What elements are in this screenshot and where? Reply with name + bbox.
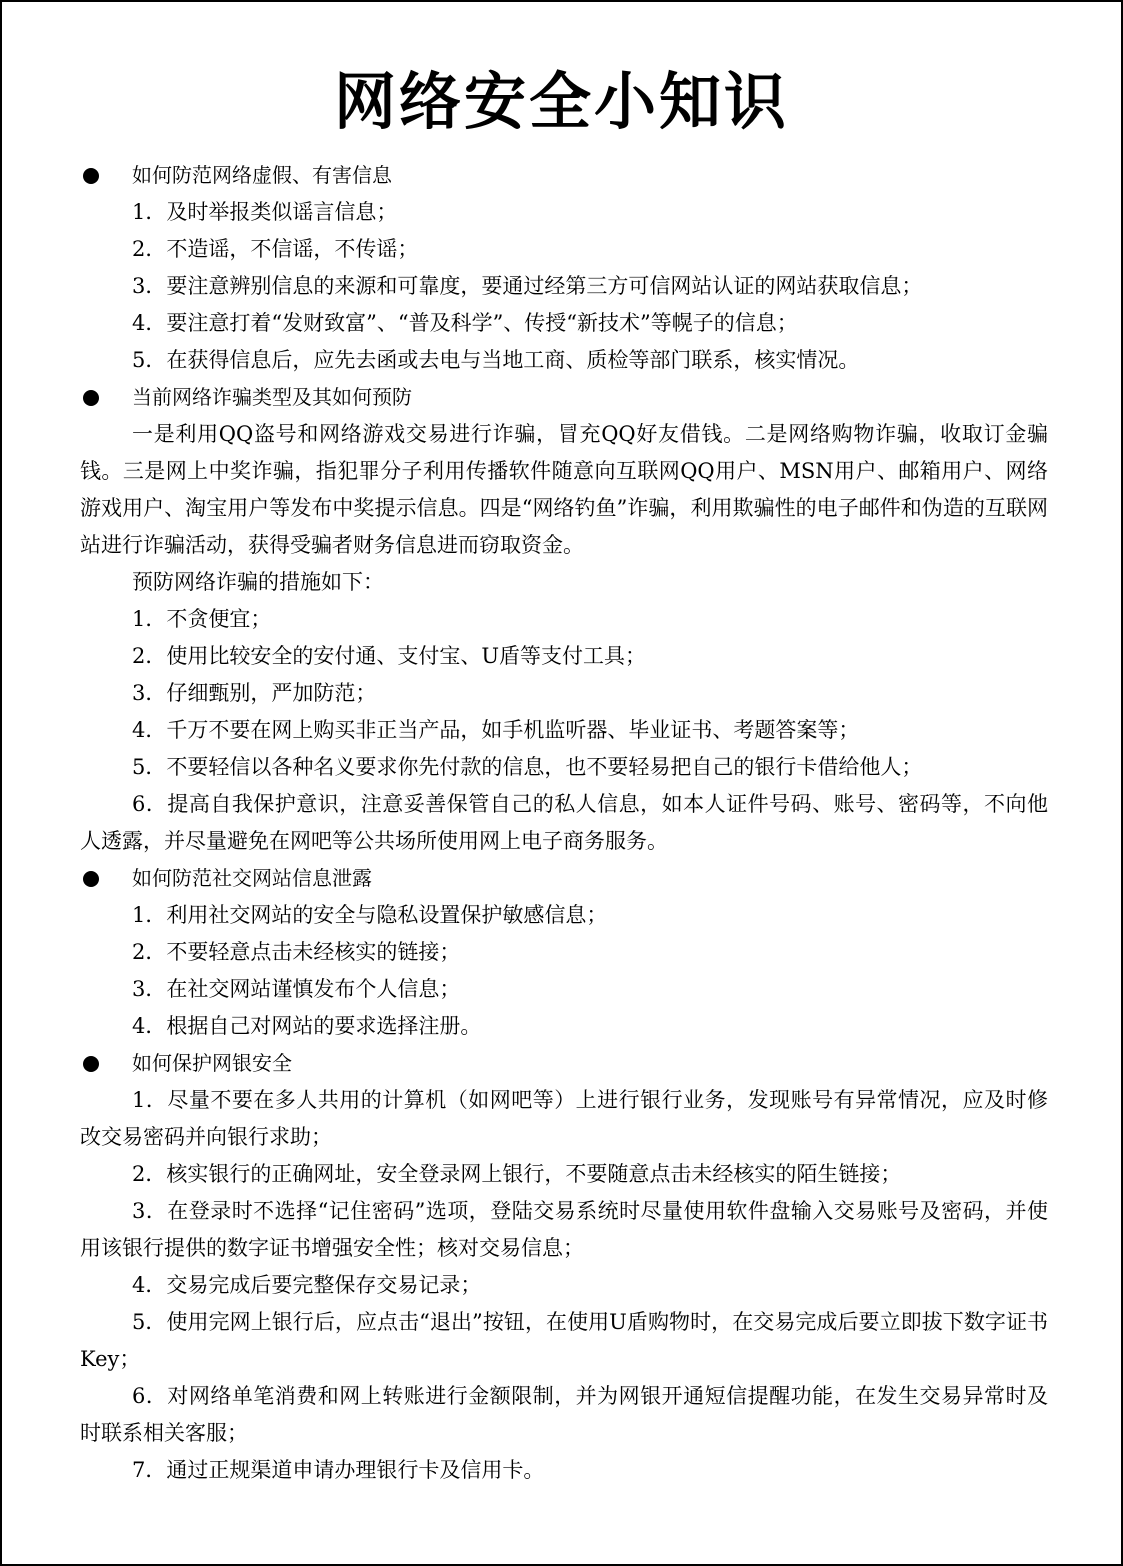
list-item: 5．不要轻信以各种名义要求你先付款的信息，也不要轻易把自己的银行卡借给他人；: [132, 755, 923, 779]
bullet-icon: [83, 1056, 99, 1072]
list-item: 6．提高自我保护意识，注意妥善保管自己的私人信息，如本人证件号码、账号、密码等，不向他人透露，并尽量避免在网吧等公共场所使用网上电子商务服务。: [80, 792, 1048, 853]
list-item: 3．要注意辨别信息的来源和可靠度，要通过经第三方可信网站认证的网站获取信息；: [132, 274, 923, 298]
list-item: 5．使用完网上银行后，应点击“退出”按钮，在使用U盾购物时，在交易完成后要立即拔下数字证书Key；: [80, 1310, 1048, 1371]
section-heading-text: 如何保护网银安全: [132, 1051, 292, 1075]
bullet-icon: [83, 390, 99, 406]
list-item: 6．对网络单笔消费和网上转账进行金额限制，并为网银开通短信提醒功能，在发生交易异常时及时联系相关客服；: [80, 1384, 1048, 1445]
list-item: 4．要注意打着“发财致富”、“普及科学”、传授“新技术”等幌子的信息；: [132, 311, 798, 335]
list-item: 3．在社交网站谨慎发布个人信息；: [132, 977, 461, 1001]
list-item: 4．交易完成后要完整保存交易记录；: [132, 1273, 482, 1297]
intro-text: 预防网络诈骗的措施如下：: [132, 570, 384, 594]
list-item: 1．不贪便宜；: [132, 607, 272, 631]
list-item: 3．在登录时不选择“记住密码”选项，登陆交易系统时尽量使用软件盘输入交易账号及密码，并使用该银行提供的数字证书增强安全性；核对交易信息；: [80, 1199, 1048, 1260]
list-item: 7．通过正规渠道申请办理银行卡及信用卡。: [132, 1458, 545, 1482]
section-heading-text: 当前网络诈骗类型及其如何预防: [132, 385, 412, 409]
section-heading: [80, 379, 1048, 416]
bullet-icon: [83, 168, 99, 184]
list-item: 1．利用社交网站的安全与隐私设置保护敏感信息；: [132, 903, 608, 927]
section-heading-text: 如何防范社交网站信息泄露: [132, 866, 372, 890]
section-heading-text: 如何防范网络虚假、有害信息: [132, 163, 392, 187]
section-heading: [80, 1045, 1048, 1082]
section-heading: [80, 860, 1048, 897]
list-item: 2．不要轻意点击未经核实的链接；: [132, 940, 461, 964]
page-title: 网络安全小知识: [333, 65, 789, 138]
list-item: 4．千万不要在网上购买非正当产品，如手机监听器、毕业证书、考题答案等；: [132, 718, 860, 742]
list-item: 2．使用比较安全的安付通、支付宝、U盾等支付工具；: [132, 644, 647, 668]
document-body: [80, 157, 1048, 1489]
list-item: 4．根据自己对网站的要求选择注册。: [132, 1014, 482, 1038]
list-item: 3．仔细甄别，严加防范；: [132, 681, 377, 705]
bullet-icon: [83, 871, 99, 887]
section-heading: [80, 157, 1048, 194]
list-item: 1．及时举报类似谣言信息；: [132, 200, 398, 224]
list-item: 2．不造谣，不信谣，不传谣；: [132, 237, 419, 261]
paragraph: 一是利用QQ盗号和网络游戏交易进行诈骗，冒充QQ好友借钱。二是网络购物诈骗，收取订金骗钱。三是网上中奖诈骗，指犯罪分子利用传播软件随意向互联网QQ用户、MSN用户、邮箱用户、网络游戏用户、淘宝用户等发布中奖提示信息。四是“网络钓鱼”诈骗，利用欺骗性的电子邮件和伪造的互联网站进行诈骗活动，获得受骗者财务信息进而窃取资金。: [80, 422, 1048, 557]
list-item: 5．在获得信息后，应先去函或去电与当地工商、质检等部门联系，核实情况。: [132, 348, 860, 372]
list-item: 2．核实银行的正确网址，安全登录网上银行，不要随意点击未经核实的陌生链接；: [132, 1162, 902, 1186]
list-item: 1．尽量不要在多人共用的计算机（如网吧等）上进行银行业务，发现账号有异常情况，应及时修改交易密码并向银行求助；: [80, 1088, 1048, 1149]
